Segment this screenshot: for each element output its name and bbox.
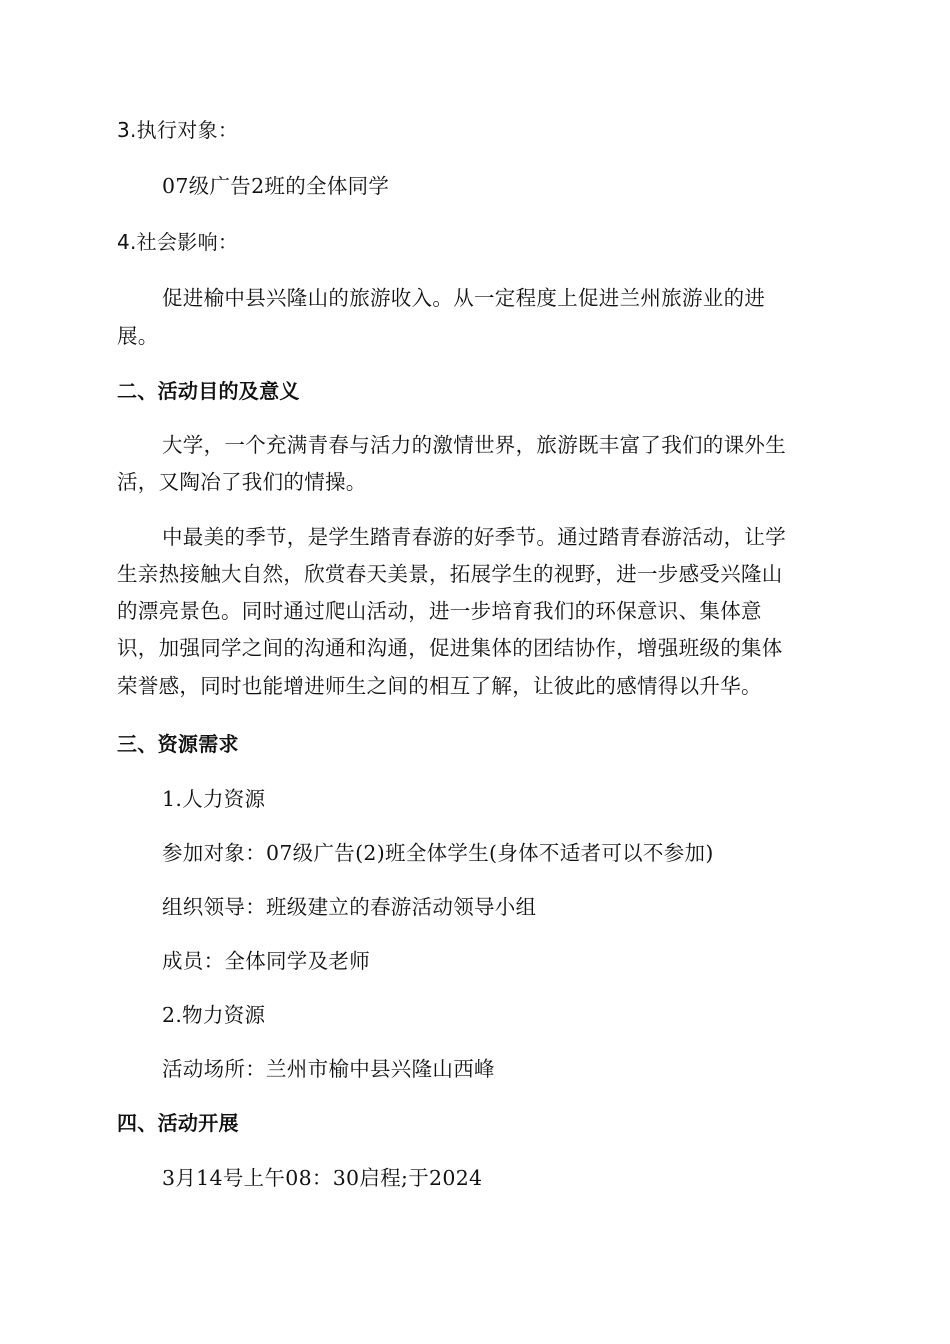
paragraph-target-class: 07级广告2班的全体同学 xyxy=(162,174,390,198)
paragraph-spring-line-5: 荣誉感，同时也能增进师生之间的相互了解，让彼此的感情得以升华。 xyxy=(117,674,762,698)
heading-execution-target: 3.执行对象： xyxy=(117,118,239,142)
paragraph-venue: 活动场所：兰州市榆中县兴隆山西峰 xyxy=(162,1057,495,1081)
paragraph-spring-line-4: 识，加强同学之间的沟通和沟通，促进集体的团结协作，增强班级的集体 xyxy=(117,636,783,660)
subheading-material-resources: 2.物力资源 xyxy=(162,1003,266,1027)
paragraph-spring-line-1: 中最美的季节，是学生踏青春游的好季节。通过踏青春游活动，让学 xyxy=(162,525,786,549)
paragraph-spring-line-2: 生亲热接触大自然，欣赏春天美景，拓展学生的视野，进一步感受兴隆山 xyxy=(117,562,783,586)
paragraph-schedule: 3月14号上午08：30启程;于2024 xyxy=(162,1166,483,1190)
paragraph-purpose-line-1: 大学，一个充满青春与活力的激情世界，旅游既丰富了我们的课外生 xyxy=(162,433,786,457)
paragraph-purpose-line-2: 活，又陶冶了我们的情操。 xyxy=(117,470,367,494)
paragraph-organizers: 组织领导：班级建立的春游活动领导小组 xyxy=(162,895,537,919)
paragraph-members: 成员：全体同学及老师 xyxy=(162,949,370,973)
section-heading-activity: 四、活动开展 xyxy=(117,1111,239,1135)
paragraph-impact-line-1: 促进榆中县兴隆山的旅游收入。从一定程度上促进兰州旅游业的进 xyxy=(162,286,766,310)
section-heading-purpose: 二、活动目的及意义 xyxy=(117,379,300,403)
subheading-human-resources: 1.人力资源 xyxy=(162,787,266,811)
paragraph-spring-line-3: 的漂亮景色。同时通过爬山活动，进一步培育我们的环保意识、集体意 xyxy=(117,599,762,623)
paragraph-participants: 参加对象：07级广告(2)班全体学生(身体不适者可以不参加) xyxy=(162,841,714,865)
section-heading-resources: 三、资源需求 xyxy=(117,732,239,756)
heading-social-impact: 4.社会影响： xyxy=(117,230,239,254)
paragraph-impact-line-2: 展。 xyxy=(117,324,159,348)
